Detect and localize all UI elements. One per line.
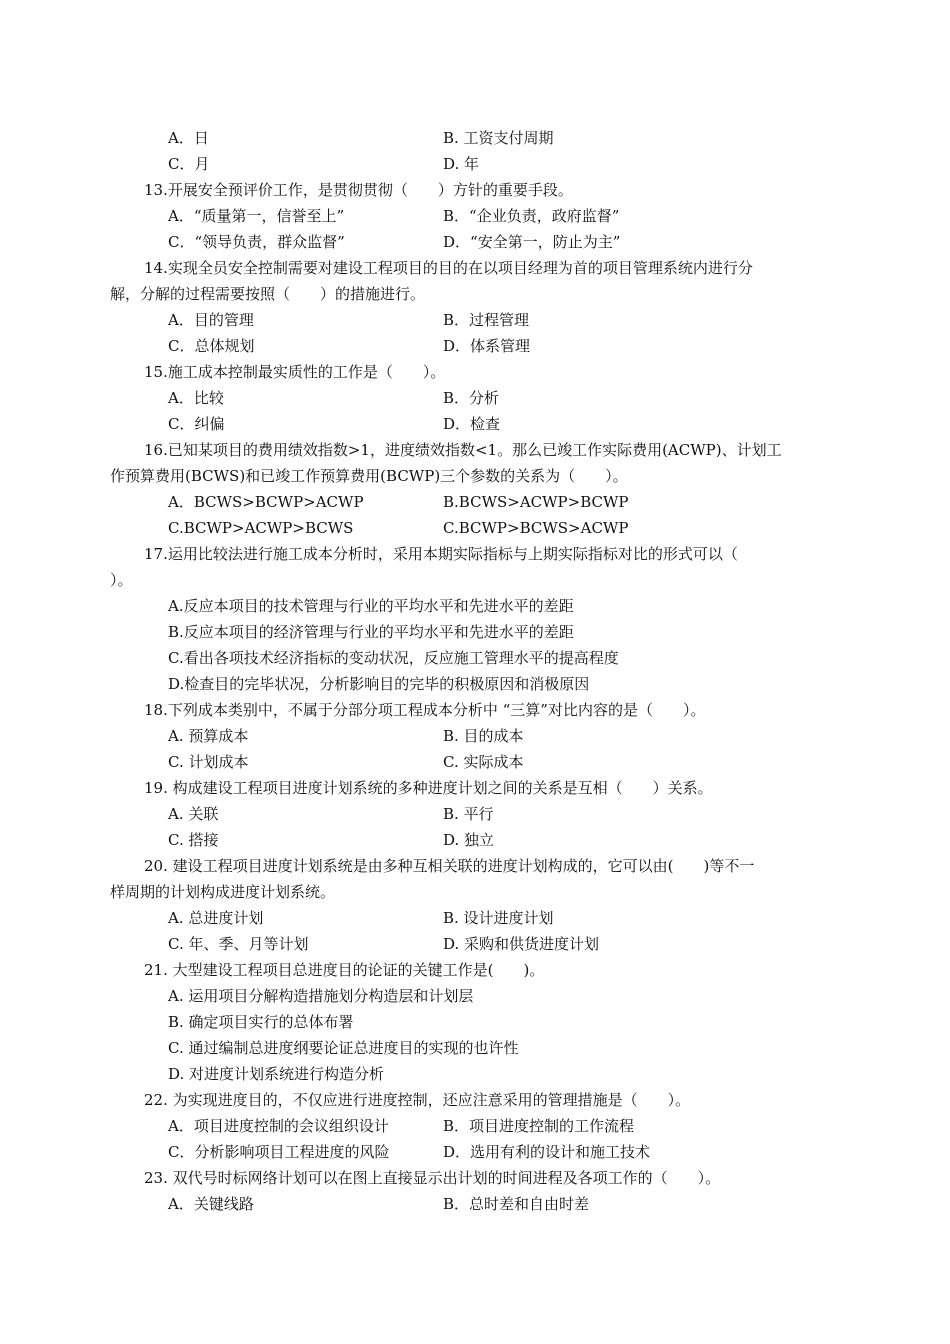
option-text: B. 目的成本 [443, 727, 524, 745]
option-text: B.BCWS>ACWP>BCWP [443, 493, 629, 511]
option-text: B．过程管理 [443, 311, 530, 329]
option-row [110, 723, 840, 749]
option-text: D．检查 [443, 415, 501, 433]
option-row [110, 801, 840, 827]
question-text: 作预算费用(BCWS)和已竣工作预算费用(BCWP)三个参数的关系为（ ）。 [110, 467, 628, 485]
option-text: C. 搭接 [168, 831, 219, 849]
option-row [110, 333, 840, 359]
option-row [110, 1191, 840, 1217]
option-text: D. 采购和供货进度计划 [443, 935, 600, 953]
question-text: 解，分解的过程需要按照（ ）的措施进行。 [110, 285, 426, 303]
option-row [110, 151, 840, 177]
option-row [110, 931, 840, 957]
option-text: B．总时差和自由时差 [443, 1195, 590, 1213]
option-text: B．“企业负责，政府监督” [443, 207, 620, 225]
question-text: 20. 建设工程项目进度计划系统是由多种互相关联的进度计划构成的，它可以由( )等不一 [144, 857, 755, 875]
option-row [110, 827, 840, 853]
option-row [110, 905, 840, 931]
option-row [110, 1113, 840, 1139]
option-text: A．项目进度控制的会议组织设计 [168, 1117, 389, 1135]
option-row [110, 749, 840, 775]
option-row [110, 307, 840, 333]
option-text: D．“安全第一，防止为主” [443, 233, 621, 251]
option-text: D. 年 [443, 155, 480, 173]
question-text: ）。 [110, 571, 133, 589]
option-text: A. 运用项目分解构造措施划分构造层和计划层 [168, 987, 474, 1005]
option-row [110, 1139, 840, 1165]
question-text: 21. 大型建设工程项目总进度目的论证的关键工作是( )。 [144, 961, 545, 979]
option-text: B. 确定项目实行的总体布署 [168, 1013, 354, 1031]
option-text: D.检查目的完毕状况，分析影响目的完毕的积极原因和消极原因 [168, 675, 590, 693]
question-text: 17.运用比较法进行施工成本分析时，采用本期实际指标与上期实际指标对比的形式可以（ [144, 545, 738, 563]
option-row [110, 125, 840, 151]
option-row [110, 203, 840, 229]
option-text: B.反应本项目的经济管理与行业的平均水平和先进水平的差距 [168, 623, 574, 641]
option-text: A. 关联 [168, 805, 219, 823]
option-text: B. 平行 [443, 805, 494, 823]
option-text: B．项目进度控制的工作流程 [443, 1117, 635, 1135]
question-text: 23. 双代号时标网络计划可以在图上直接显示出计划的时间进程及各项工作的（ ）。 [144, 1169, 721, 1187]
option-text: B. 设计进度计划 [443, 909, 554, 927]
question-text: 16.已知某项目的费用绩效指数>1，进度绩效指数<1。那么已竣工作实际费用(ACWP)、计划工 [144, 441, 782, 459]
option-text: C. 通过编制总进度纲要论证总进度目的实现的也许性 [168, 1039, 519, 1057]
option-text: C．分析影响项目工程进度的风险 [168, 1143, 390, 1161]
option-text: A.反应本项目的技术管理与行业的平均水平和先进水平的差距 [168, 597, 574, 615]
option-row [110, 385, 840, 411]
option-text: C．月 [168, 155, 210, 173]
option-text: A．关键线路 [168, 1195, 254, 1213]
question-text: 22. 为实现进度目的，不仅应进行进度控制，还应注意采用的管理措施是（ ）。 [144, 1091, 691, 1109]
question-text: 19. 构成建设工程项目进度计划系统的多种进度计划之间的关系是互相（ ）关系。 [144, 779, 713, 797]
option-text: D. 独立 [443, 831, 495, 849]
question-text: 14.实现全员安全控制需要对建设工程项目的目的在以项目经理为首的项目管理系统内进行分 [144, 259, 753, 277]
option-text: C. 计划成本 [168, 753, 249, 771]
option-row [110, 229, 840, 255]
option-text: A．目的管理 [168, 311, 254, 329]
option-text: C.看出各项技术经济指标的变动状况，反应施工管理水平的提高程度 [168, 649, 619, 667]
option-text: B. 工资支付周期 [443, 129, 554, 147]
option-text: A．比较 [168, 389, 224, 407]
option-text: A. 总进度计划 [168, 909, 264, 927]
option-text: A．“质量第一，信誉至上” [168, 207, 345, 225]
question-text: 样周期的计划构成进度计划系统。 [110, 883, 336, 901]
option-text: B．分析 [443, 389, 500, 407]
option-row [110, 411, 840, 437]
question-text: 15.施工成本控制最实质性的工作是（ ）。 [144, 363, 446, 381]
option-text: A. 预算成本 [168, 727, 249, 745]
option-text: C.BCWP>ACWP>BCWS [168, 519, 354, 537]
question-text: 18.下列成本类别中，不属于分部分项工程成本分析中 “三算”对比内容的是（ ）。 [144, 701, 706, 719]
option-text: C. 年、季、月等计划 [168, 935, 309, 953]
option-text: C．纠偏 [168, 415, 225, 433]
option-text: C．“领导负责，群众监督” [168, 233, 345, 251]
option-text: A．日 [168, 129, 209, 147]
question-text: 13.开展安全预评价工作，是贯彻贯彻（ ）方针的重要手段。 [144, 181, 573, 199]
option-text: C. 实际成本 [443, 753, 524, 771]
option-row [110, 489, 840, 515]
option-text: C.BCWP>BCWS>ACWP [443, 519, 629, 537]
option-text: D．选用有利的设计和施工技术 [443, 1143, 651, 1161]
option-text: D．体系管理 [443, 337, 531, 355]
option-row [110, 515, 840, 541]
option-text: A．BCWS>BCWP>ACWP [168, 493, 364, 511]
exam-document [110, 125, 840, 1217]
option-text: D. 对进度计划系统进行构造分析 [168, 1065, 385, 1083]
option-text: C．总体规划 [168, 337, 255, 355]
